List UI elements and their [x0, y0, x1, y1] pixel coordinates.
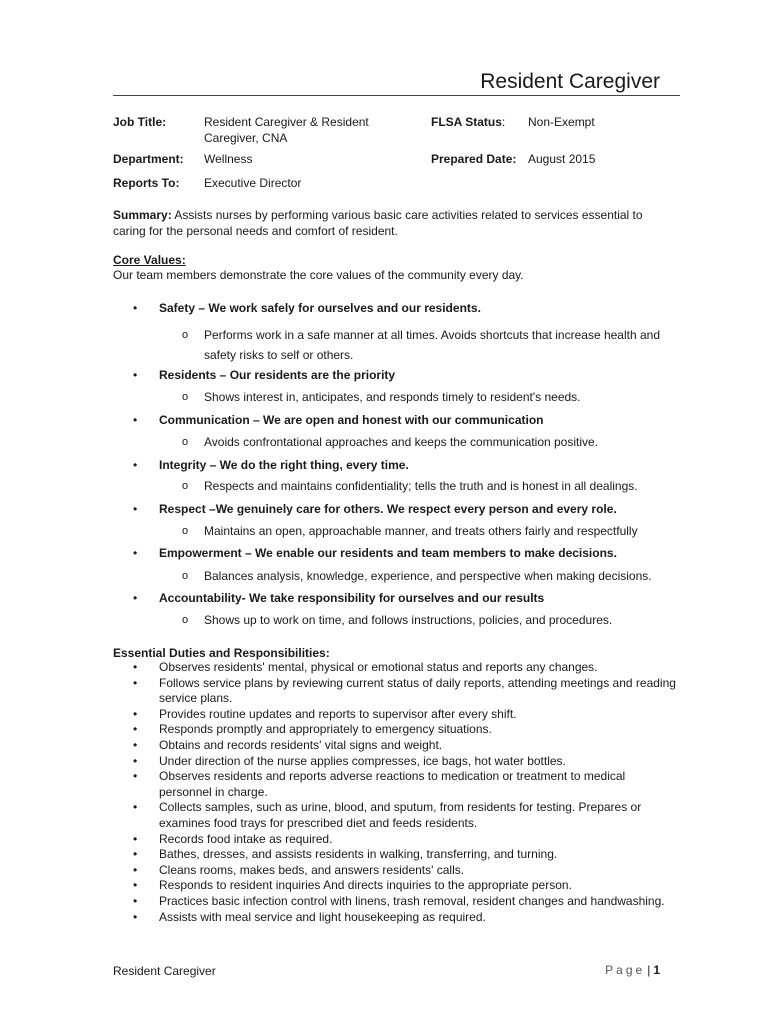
core-value-accountability-detail: Shows up to work on time, and follows instructions, policies, and procedures.	[204, 613, 613, 627]
core-value-residents-title: Residents – Our residents are the priority	[159, 368, 396, 382]
bullet-icon: •	[133, 769, 138, 784]
department-label: Department:	[113, 152, 184, 166]
core-value-safety-title: Safety – We work safely for ourselves and our residents.	[159, 301, 481, 315]
core-value-integrity-title: Integrity – We do the right thing, every time.	[159, 458, 409, 472]
bullet-icon: •	[133, 862, 138, 877]
core-value-accountability-title: Accountability- We take responsibility for ourselves and our results	[159, 591, 545, 605]
job-title-value-line1: Resident Caregiver & Resident	[204, 115, 369, 129]
duty-text: Provides routine updates and reports to supervisor after every shift.	[159, 706, 517, 721]
summary-paragraph	[113, 207, 678, 239]
flsa-status-label-group	[431, 114, 505, 130]
department-value: Wellness	[204, 152, 253, 166]
duty-text: Bathes, dresses, and assists residents in walking, transferring, and turning.	[159, 847, 558, 862]
duty-text: Cleans rooms, makes beds, and answers residents' calls.	[159, 862, 465, 877]
core-value-communication-detail: Avoids confrontational approaches and keeps the communication positive.	[204, 435, 599, 449]
bullet-icon: •	[133, 753, 138, 768]
bullet-icon: •	[133, 722, 138, 737]
bullet-icon: •	[133, 546, 138, 560]
list-item	[113, 878, 678, 894]
sub-bullet-icon: o	[182, 525, 189, 537]
duty-text: Practices basic infection control with linens, trash removal, resident changes and handwashing.	[159, 893, 665, 908]
bullet-icon: •	[133, 893, 138, 908]
bullet-icon: •	[133, 706, 138, 721]
bullet-icon: •	[133, 847, 138, 862]
core-values-heading: Core Values:	[113, 253, 186, 267]
bullet-icon: •	[133, 675, 138, 690]
core-value-empowerment-detail: Balances analysis, knowledge, experience, and perspective when making decisions.	[204, 569, 652, 583]
bullet-icon: •	[133, 800, 138, 815]
core-value-communication-title: Communication – We are open and honest with our communication	[159, 413, 544, 427]
list-item	[113, 738, 678, 754]
bullet-icon: •	[133, 502, 138, 516]
list-item	[113, 847, 678, 863]
bullet-icon: •	[133, 831, 138, 846]
list-item	[113, 722, 678, 738]
duty-text: Observes residents and reports adverse reactions to medication or treatment to medical personnel in charge.	[159, 769, 626, 799]
duties-list	[113, 660, 678, 925]
bullet-icon: •	[133, 909, 138, 924]
duty-text: Follows service plans by reviewing current status of daily reports, attending meetings and reading service plans.	[159, 675, 676, 706]
sub-bullet-icon: o	[182, 329, 189, 341]
document-title: Resident Caregiver	[480, 70, 660, 93]
footer-page-indicator	[605, 962, 660, 978]
summary-text: Assists nurses by performing various basic care activities related to services essential to caring for the personal needs and comfort of resident.	[113, 208, 643, 238]
reports-to-label: Reports To:	[113, 176, 180, 190]
core-value-integrity-detail: Respects and maintains confidentiality; tells the truth and is honest in all dealings.	[204, 479, 638, 493]
duty-text: Obtains and records residents' vital signs and weight.	[159, 737, 443, 752]
duty-text: Responds promptly and appropriately to emergency situations.	[159, 722, 492, 737]
core-value-empowerment-title: Empowerment – We enable our residents and team members to make decisions.	[159, 546, 617, 560]
duty-text: Responds to resident inquiries And directs inquiries to the appropriate person.	[159, 878, 572, 893]
summary-label: Summary:	[113, 208, 172, 222]
flsa-status-colon: :	[501, 115, 506, 129]
duty-text: Collects samples, such as urine, blood, and sputum, from residents for testing. Prepares or examines food trays for prescribed diet and feeds residents.	[159, 800, 642, 830]
list-item	[113, 660, 678, 676]
list-item	[113, 800, 678, 831]
core-value-respect-detail: Maintains an open, approachable manner, and treats others fairly and respectfully	[204, 524, 638, 538]
flsa-status-value: Non-Exempt	[528, 115, 595, 129]
job-title-value-line2: Caregiver, CNA	[204, 131, 288, 145]
reports-to-value: Executive Director	[204, 176, 302, 190]
list-item	[113, 707, 678, 723]
footer-page-word: Page	[605, 963, 646, 977]
job-title-label: Job Title:	[113, 115, 167, 129]
bullet-icon: •	[133, 737, 138, 752]
flsa-status-label: FLSA Status	[431, 115, 502, 129]
list-item	[113, 894, 678, 910]
sub-bullet-icon: o	[182, 391, 189, 403]
bullet-icon: •	[133, 413, 138, 427]
duty-text: Observes residents' mental, physical or emotional status and reports any changes.	[159, 660, 598, 674]
footer-document-title: Resident Caregiver	[113, 964, 216, 978]
title-underline	[113, 95, 680, 96]
sub-bullet-icon: o	[182, 436, 189, 448]
list-item	[113, 863, 678, 879]
duty-text: Assists with meal service and light housekeeping as required.	[159, 909, 486, 924]
core-values-intro: Our team members demonstrate the core values of the community every day.	[113, 268, 524, 282]
sub-bullet-icon: o	[182, 480, 189, 492]
bullet-icon: •	[133, 301, 138, 315]
list-item	[113, 676, 678, 707]
bullet-icon: •	[133, 458, 138, 472]
duties-heading: Essential Duties and Responsibilities:	[113, 646, 330, 660]
bullet-icon: •	[133, 660, 138, 674]
footer-separator: |	[647, 963, 651, 977]
sub-bullet-icon: o	[182, 570, 189, 582]
list-item	[113, 832, 678, 848]
list-item	[113, 769, 678, 800]
bullet-icon: •	[133, 878, 138, 893]
list-item	[113, 910, 678, 926]
list-item	[113, 754, 678, 770]
prepared-date-label: Prepared Date:	[431, 152, 517, 166]
bullet-icon: •	[133, 368, 138, 382]
footer-page-number: 1	[653, 963, 660, 977]
core-value-respect-title: Respect –We genuinely care for others. We respect every person and every role.	[159, 502, 617, 516]
duty-text: Records food intake as required.	[159, 831, 333, 846]
core-value-residents-detail: Shows interest in, anticipates, and responds timely to resident's needs.	[204, 390, 581, 404]
prepared-date-value: August 2015	[528, 152, 596, 166]
core-value-safety-detail: Performs work in a safe manner at all times. Avoids shortcuts that increase health and safety risks to self or others.	[204, 328, 660, 362]
bullet-icon: •	[133, 591, 138, 605]
sub-bullet-icon: o	[182, 614, 189, 626]
duty-text: Under direction of the nurse applies compresses, ice bags, hot water bottles.	[159, 753, 566, 768]
